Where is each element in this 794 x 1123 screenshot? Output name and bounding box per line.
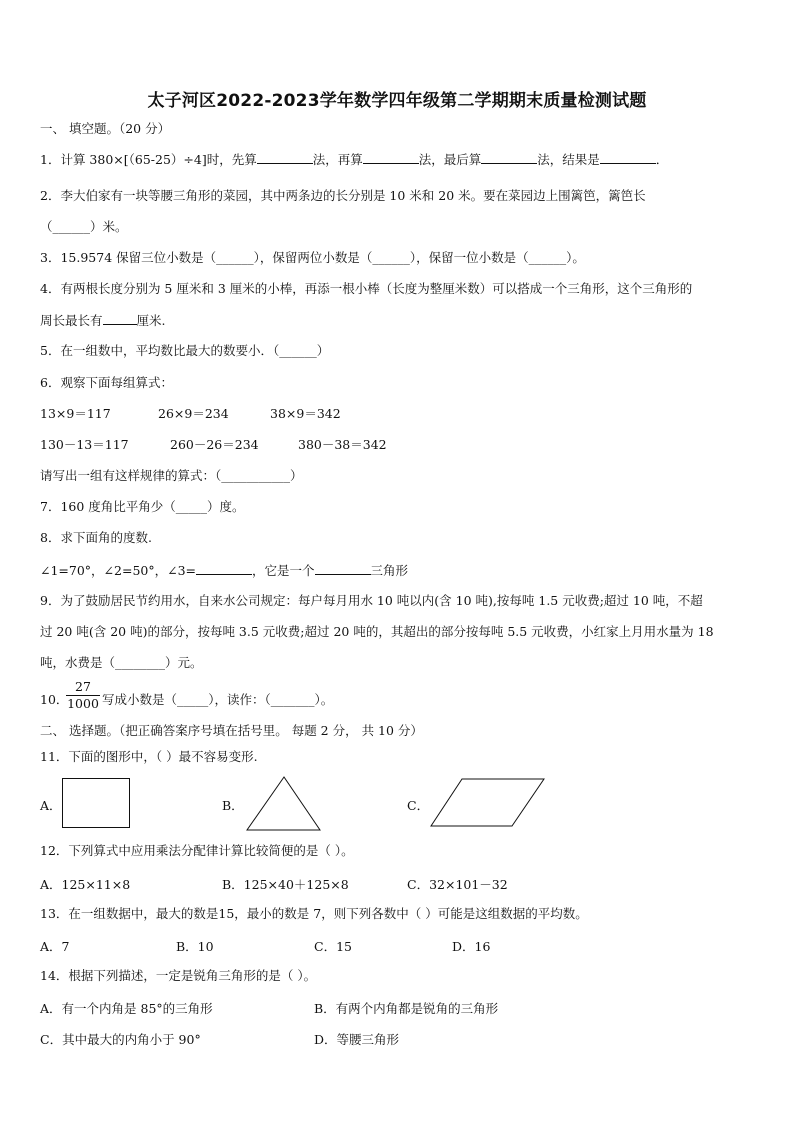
question-14-stem: 14．根据下列描述，一定是锐角三角形的是（ ）。 bbox=[40, 968, 317, 983]
question-14-option-c: C．其中最大的内角小于 90° bbox=[40, 1032, 201, 1047]
triangle-shape bbox=[246, 776, 322, 832]
question-13-option-c: C．15 bbox=[314, 939, 352, 954]
question-10-text: 写成小数是（_____），读作：（_______）。 bbox=[102, 692, 334, 707]
question-9-line-2: 过 20 吨(含 20 吨)的部分，按每吨 3.5 元收费;超过 20 吨的，其超出的部分按每吨 5.5 元收费，小红家上月用水量为 18 bbox=[40, 624, 714, 639]
question-14-option-a: A．有一个内角是 85°的三角形 bbox=[40, 1001, 213, 1016]
section-fill-in-heading: 一、 填空题。（20 分） bbox=[40, 121, 171, 136]
question-12-option-a: A．125×11×8 bbox=[40, 877, 131, 892]
answer-blank bbox=[196, 562, 252, 575]
question-1: 1．计算 380×[（65-25）÷4]时，先算 法，再算 法，最后算 法，结果是 ． bbox=[40, 152, 669, 167]
answer-blank bbox=[481, 151, 537, 164]
question-12-stem: 12．下列算式中应用乘法分配律计算比较简便的是（ ）。 bbox=[40, 843, 354, 858]
question-9-line-3: 吨，水费是（________）元。 bbox=[40, 655, 203, 670]
option-b-label: B． bbox=[222, 798, 244, 813]
question-6-stem: 6．观察下面每组算式： bbox=[40, 375, 173, 390]
option-a-label: A． bbox=[40, 798, 62, 813]
rectangle-shape bbox=[62, 778, 132, 830]
question-4-line-1: 4．有两根长度分别为 5 厘米和 3 厘米的小棒，再添一根小棒（长度为整厘米数）可以搭成一个三角形，这个三角形的 bbox=[40, 281, 693, 296]
question-3: 3．15.9574 保留三位小数是（______），保留两位小数是（______），保留一位小数是（______）。 bbox=[40, 250, 585, 265]
section-choice-heading: 二、 选择题。（把正确答案序号填在括号里。 每题 2 分， 共 10 分） bbox=[40, 723, 423, 738]
parallelogram-shape bbox=[430, 778, 546, 828]
question-13-option-b: B．10 bbox=[176, 939, 214, 954]
exam-title: 太子河区2022-2023学年数学四年级第二学期期末质量检测试题 bbox=[147, 91, 647, 111]
question-13-option-d: D．16 bbox=[452, 939, 491, 954]
question-2-line-1: 2．李大伯家有一块等腰三角形的菜园，其中两条边的长分别是 10 米和 20 米。要在菜园边上围篱笆，篱笆长 bbox=[40, 188, 646, 203]
question-11-stem: 11．下面的图形中，（ ）最不容易变形. bbox=[40, 749, 258, 764]
question-2-line-2: （______）米。 bbox=[40, 219, 128, 234]
question-9-line-1: 9．为了鼓励居民节约用水，自来水公司规定：每户每月用水 10 吨以内(含 10 吨),按每吨 1.5 元收费;超过 10 吨，不超 bbox=[40, 593, 703, 608]
question-14-option-d: D．等腰三角形 bbox=[314, 1032, 400, 1047]
question-4-line-2: 周长最长有 厘米. bbox=[40, 313, 166, 328]
question-6-row-2: 130－13＝117 260－26＝234 380－38＝342 bbox=[40, 437, 387, 452]
question-8-stem: 8．求下面角的度数. bbox=[40, 530, 152, 545]
question-14-option-b: B．有两个内角都是锐角的三角形 bbox=[314, 1001, 499, 1016]
question-6-row-1: 13×9＝117 26×9＝234 38×9＝342 bbox=[40, 406, 341, 421]
question-12-option-c: C．32×101－32 bbox=[407, 877, 508, 892]
answer-blank bbox=[363, 151, 419, 164]
answer-blank bbox=[257, 151, 313, 164]
question-7: 7．160 度角比平角少（_____）度。 bbox=[40, 499, 245, 514]
question-8-answer: ∠1=70°，∠2=50°，∠3= ，它是一个 三角形 bbox=[40, 563, 409, 578]
question-10-label: 10． bbox=[40, 692, 69, 707]
fraction-27-over-1000: 27 1000 bbox=[67, 679, 99, 711]
question-13-stem: 13．在一组数据中，最大的数是15，最小的数是 7，则下列各数中（ ）可能是这组数据的平均数。 bbox=[40, 906, 588, 921]
option-c-label: C． bbox=[407, 798, 430, 813]
answer-blank bbox=[600, 151, 656, 164]
answer-blank bbox=[103, 312, 137, 325]
question-12-option-b: B．125×40＋125×8 bbox=[222, 877, 349, 892]
question-6-ask: 请写出一组有这样规律的算式：（___________） bbox=[40, 468, 303, 483]
question-13-option-a: A．7 bbox=[40, 939, 70, 954]
question-5: 5．在一组数中，平均数比最大的数要小．（______） bbox=[40, 343, 330, 358]
answer-blank bbox=[315, 562, 371, 575]
